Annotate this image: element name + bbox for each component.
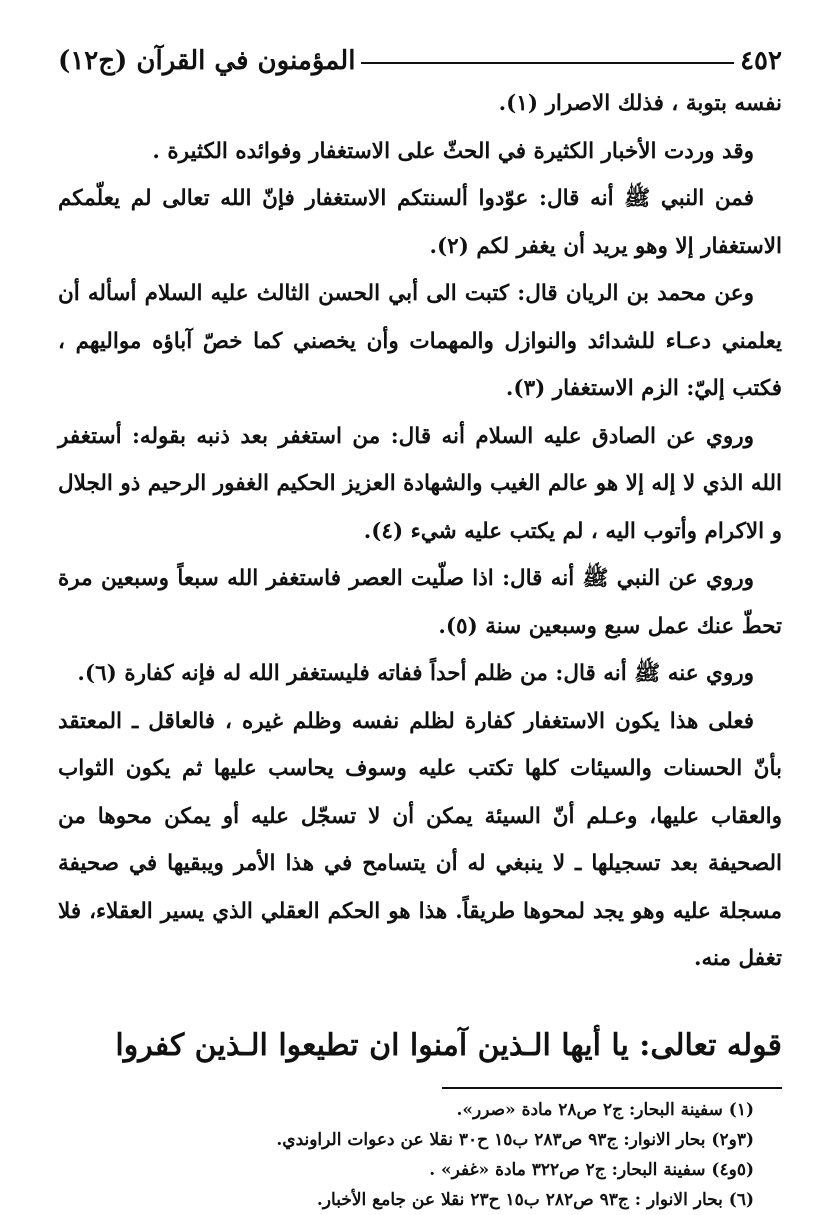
paragraph: وروي عنه ﷺ أنه قال: من ظلم أحداً ففاته فليستغفر الله له فإنه كفارة (٦). [77,661,754,686]
header-rule [361,62,734,64]
footnote: (١) سفينة البحار: ج٢ ص٢٨ مادة «صرر». [456,1099,754,1120]
paragraph: وقد وردت الأخبار الكثيرة في الحثّ على الاستغفار وفوائده الكثيرة . [152,138,754,164]
quranic-verse: قوله تعالى: يا أيها الـذين آمنوا ان تطيعوا الـذين كفروا [115,1027,782,1063]
footnote: (٣و٢) بحار الانوار: ج٩٣ ص٢٨٣ ب١٥ ح٣٠ نقلا عن دعوات الراوندي. [276,1129,754,1150]
footnote: (٦) بحار الانوار : ج٩٣ ص٢٨٢ ب١٥ ح٢٣ نقلا عن جامع الأخبار. [316,1189,754,1210]
footnote-rule [442,1087,782,1089]
page-header [58,32,782,76]
page-number: ٤٥٢ [740,46,782,76]
paragraph: وروي عن النبي ﷺ أنه قال: اذا صلّيت العصر فاستغفر الله سبعاً وسبعين مرة تحطّ عنك عمل سبع وسبعين سنة (٥). [58,566,782,639]
paragraph: فعلى هذا يكون الاستغفار كفارة لظلم نفسه وظلم غيره ، فالعاقل ـ المعتقد بأنّ الحسنات والسيئات كلها تكتب عليه وسوف يحاسب عليها ثم يكون الثواب والعقاب عليها، وعـلم أنّ السيئة يمكن أن لا تسجّل عليه أو يمكن محوها من الصحيفة بعد تسجيلها ـ لا ينبغي له أن يتسامح في هذا الأمر ويبقيها في صحيفة مسجلة عليه وهو يجد لمحوها طريقاً. هذا هو الحكم العقلي الذي يسير العقلاء، فلا تغفل منه. [58,708,782,971]
document-page [58,32,782,1210]
paragraph: وروي عن الصادق عليه السلام أنه قال: من استغفر بعد ذنبه بقوله: أستغفر الله الذي لا إله إلا هو عالم الغيب والشهادة العزيز الحكيم الغفور الرحيم ذو الجلال و الاكرام وأتوب اليه ، لم يكتب عليه شيء (٤). [58,423,782,544]
footnote: (٥و٤) سفينة البحار: ج٢ ص٣٢٢ مادة «غفر» . [429,1159,754,1180]
footnotes [58,1095,782,1215]
book-title: المؤمنون في القرآن (ج١٢) [58,46,356,76]
paragraph: وعن محمد بن الريان قال: كتبت الى أبي الحسن الثالث عليه السلام أسأله أن يعلمني دعـاء للشدائد والنوازل والمهمات وأن يخصني كما خصّ آباؤه مواليهم ، فكتب إليّ: الزم الاستغفار (٣). [58,281,782,401]
paragraph: فمن النبي ﷺ أنه قال: عوّدوا ألسنتكم الاستغفار فإنّ الله تعالى لم يعلّمكم الاستغفار إلا وهو يريد أن يغفر لكم (٢). [58,186,782,259]
body-text [58,80,782,983]
paragraph: نفسه بتوبة ، فذلك الاصرار (١). [498,91,782,116]
